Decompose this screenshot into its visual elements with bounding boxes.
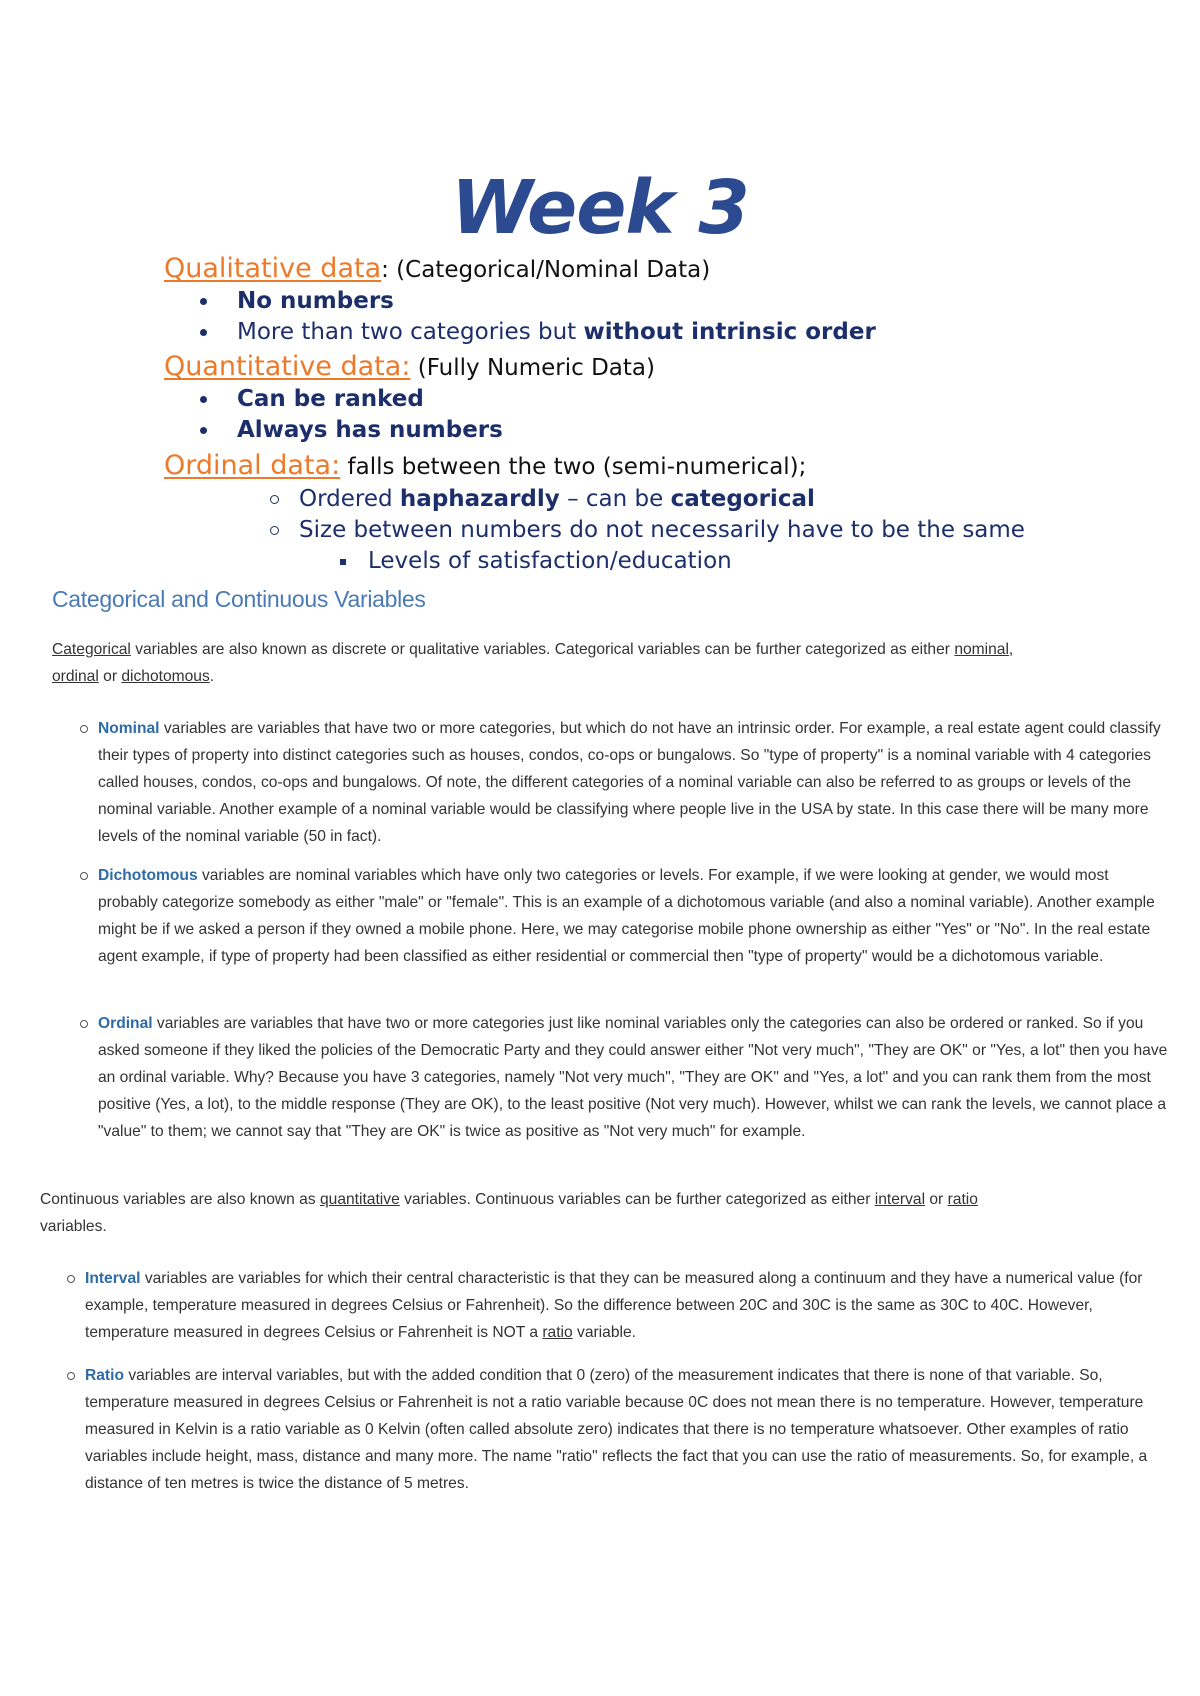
nominal-description: variables are variables that have two or more categories, but which do not have an intrinsic order. For example, a real estate agent could classify their types of property into distinct categories such as houses, condos, co-ops or bungalows. So "type of property" is a nominal variable with 4 categories called houses, condos, co-ops and bungalows. Of note, the different categories of a nominal variable can also be referred to as groups or levels of the nominal variable. Another example of a nominal variable would be classifying where people live in the USA by state. In this case there will be many more levels of the nominal variable (50 in fact).: [98, 720, 1161, 845]
link-ratio[interactable]: ratio: [947, 1191, 978, 1208]
term-ordinal: Ordinal: [98, 1015, 153, 1032]
list-item-ratio: [85, 1362, 1170, 1497]
link-ratio-inline[interactable]: ratio: [542, 1324, 573, 1341]
ordinal-heading: Ordinal data:: [164, 450, 341, 481]
intro-text-4: .: [209, 668, 215, 685]
dichotomous-description: variables are nominal variables which have only two categories or levels. For example, if we were looking at gender, we would most probably categorize somebody as either "male" or "female". This is an example of a dichotomous variable (and also a nominal variable). Another example might be if we asked a person if they owned a mobile phone. Here, we may categorise mobile phone ownership as either "Yes" or "No". In the real estate agent example, if type of property had been classified as either residential or commercial then "type of property" would be a dichotomous variable.: [98, 867, 1155, 965]
link-ordinal[interactable]: ordinal: [52, 668, 99, 685]
quantitative-bullet-2-text: Always has numbers: [237, 417, 503, 443]
interval-tail: variable.: [572, 1324, 636, 1341]
quantitative-bullet-1: [200, 384, 424, 414]
bullet-ring-icon: [67, 1372, 75, 1380]
link-categorical[interactable]: Categorical: [52, 641, 131, 658]
link-nominal[interactable]: nominal: [954, 641, 1009, 658]
bullet-dot-icon: [200, 396, 207, 403]
ordinal-sub1-bold-1: haphazardly: [399, 486, 560, 512]
ordinal-sub3-text: Levels of satisfaction/education: [368, 548, 732, 574]
qualitative-bullet-2: [200, 317, 876, 347]
bullet-ring-icon: [67, 1275, 75, 1283]
link-quantitative[interactable]: quantitative: [319, 1191, 400, 1208]
qualitative-bullet-2-bold: without intrinsic order: [583, 319, 876, 345]
term-dichotomous: Dichotomous: [98, 867, 198, 884]
bullet-ring-icon: [80, 872, 88, 880]
ordinal-sub2-text: Size between numbers do not necessarily have to be the same: [299, 517, 1025, 543]
interval-description: variables are variables for which their central characteristic is that they can be measured along a continuum and they have a numerical value (for example, temperature measured in degrees Celsius or Fahrenheit). So the difference between 20C and 30C is the same as 30C to 40C. However, temperature measured in degrees Celsius or Fahrenheit is NOT a: [85, 1270, 1143, 1341]
categorical-intro: [52, 636, 1162, 690]
qualitative-bullet-1-text: No numbers: [237, 288, 394, 314]
term-interval: Interval: [85, 1270, 141, 1287]
qualitative-heading: Qualitative data: [164, 253, 382, 284]
list-item-dichotomous: [98, 862, 1168, 970]
bullet-circle-icon: [270, 495, 279, 504]
list-item-interval: [85, 1265, 1170, 1346]
bullet-ring-icon: [80, 725, 88, 733]
ordinal-sub-sub-bullet: [340, 546, 732, 576]
qualitative-bullet-1: [200, 286, 394, 316]
quantitative-bullet-2: [200, 415, 503, 445]
quantitative-bullet-1-text: Can be ranked: [237, 386, 424, 412]
continuous-intro: [40, 1186, 1170, 1240]
qualitative-description: : (Categorical/Nominal Data): [381, 257, 711, 283]
list-item-ordinal: [98, 1010, 1168, 1145]
continuous-text-3: or: [925, 1191, 948, 1208]
term-ratio: Ratio: [85, 1367, 124, 1384]
ordinal-heading-line: [164, 451, 806, 482]
qualitative-bullet-2-text: More than two categories but: [237, 319, 584, 345]
list-item-nominal: [98, 715, 1168, 850]
bullet-ring-icon: [80, 1020, 88, 1028]
continuous-text-4: variables.: [40, 1218, 107, 1235]
bullet-dot-icon: [200, 427, 207, 434]
intro-text-1: variables are also known as discrete or qualitative variables. Categorical variables can be further categorized as either: [130, 641, 955, 658]
quantitative-description: (Fully Numeric Data): [410, 355, 655, 381]
term-nominal: Nominal: [98, 720, 160, 737]
qualitative-heading-line: [164, 254, 710, 285]
page-title: Week 3: [451, 165, 749, 251]
bullet-dot-icon: [200, 329, 207, 336]
quantitative-heading-line: [164, 352, 655, 383]
intro-text-2: ,: [1008, 641, 1014, 658]
ordinal-sub1-text-1: Ordered: [299, 486, 400, 512]
ratio-description: variables are interval variables, but with the added condition that 0 (zero) of the measurement indicates that there is none of that variable. So, temperature measured in degrees Celsius or Fahrenheit is not a ratio variable because 0C does not mean there is no temperature. However, temperature measured in Kelvin is a ratio variable as 0 Kelvin (often called absolute zero) indicates that there is no temperature whatsoever. Other examples of ratio variables include height, mass, distance and many more. The name "ratio" reflects the fact that you can use the ratio of measurements. So, for example, a distance of ten metres is twice the distance of 5 metres.: [85, 1367, 1148, 1492]
bullet-square-icon: [340, 559, 346, 565]
ordinal-sub-bullet-1: [270, 484, 815, 514]
link-dichotomous[interactable]: dichotomous: [121, 668, 210, 685]
ordinal-sub1-bold-2: categorical: [670, 486, 815, 512]
intro-text-3: or: [98, 668, 122, 685]
bullet-dot-icon: [200, 298, 207, 305]
article-heading: Categorical and Continuous Variables: [52, 586, 426, 612]
continuous-text-2: variables. Continuous variables can be further categorized as either: [399, 1191, 875, 1208]
ordinal-description: variables are variables that have two or more categories just like nominal variables only the categories can also be ordered or ranked. So if you asked someone if they liked the policies of the Democratic Party and they could answer either "Not very much", "They are OK" or "Yes, a lot" then you have an ordinal variable. Why? Because you have 3 categories, namely "Not very much", "They are OK" and "Yes, a lot" and you can rank them from the most positive (Yes, a lot), to the middle response (They are OK), to the least positive (Not very much). However, whilst we can rank the levels, we cannot place a "value" to them; we cannot say that "They are OK" is twice as positive as "Not very much" for example.: [98, 1015, 1168, 1140]
ordinal-sub-bullet-2: [270, 515, 1025, 545]
quantitative-heading: Quantitative data:: [164, 351, 411, 382]
ordinal-sub1-text-2: – can be: [559, 486, 671, 512]
ordinal-description: falls between the two (semi-numerical);: [340, 454, 807, 480]
bullet-circle-icon: [270, 526, 279, 535]
link-interval[interactable]: interval: [874, 1191, 926, 1208]
continuous-text-1: Continuous variables are also known as: [40, 1191, 320, 1208]
